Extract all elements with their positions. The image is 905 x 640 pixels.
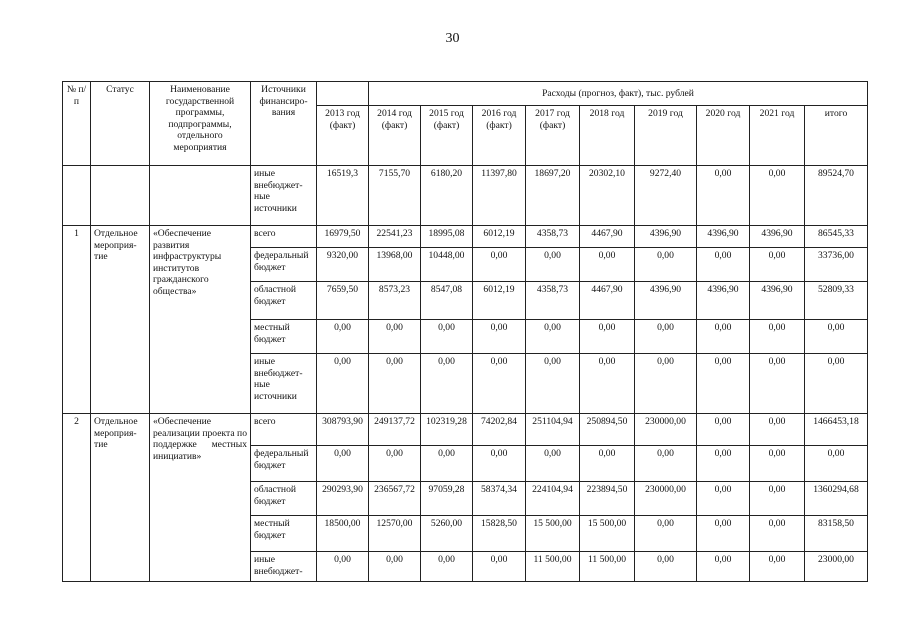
value-cell: 4396,90 [697,282,750,320]
value-cell: 11397,80 [473,166,526,226]
table-row [63,166,868,226]
value-cell: 10448,00 [421,248,473,282]
value-cell: 0,00 [369,354,421,414]
value-cell: 0,00 [805,354,868,414]
header-sources: Источники финансиро-вания [251,82,317,166]
source-label: областной бюджет [251,282,317,320]
value-cell: 230000,00 [635,414,697,446]
header-status: Статус [91,82,150,166]
value-cell: 0,00 [580,354,635,414]
value-cell: 8573,23 [369,282,421,320]
value-cell: 0,00 [317,446,369,482]
value-cell: 0,00 [750,516,805,552]
value-cell: 33736,00 [805,248,868,282]
value-cell: 0,00 [697,166,750,226]
value-cell: 0,00 [473,552,526,582]
value-cell: 0,00 [750,166,805,226]
value-cell: 58374,34 [473,482,526,516]
value-cell: 12570,00 [369,516,421,552]
value-cell: 0,00 [750,446,805,482]
value-cell: 0,00 [580,320,635,354]
value-cell: 8547,08 [421,282,473,320]
header-year: 2017 год (факт) [526,106,580,166]
source-label: иные внебюджет-ные источники [251,166,317,226]
value-cell: 18995,08 [421,226,473,248]
value-cell: 7659,50 [317,282,369,320]
value-cell: 0,00 [526,354,580,414]
value-cell: 223894,50 [580,482,635,516]
value-cell: 0,00 [697,446,750,482]
value-cell: 0,00 [750,354,805,414]
header-year: 2018 год [580,106,635,166]
header-year: 2014 год (факт) [369,106,421,166]
value-cell: 0,00 [526,248,580,282]
source-label: федеральный бюджет [251,446,317,482]
value-cell: 0,00 [635,320,697,354]
value-cell: 89524,70 [805,166,868,226]
value-cell: 4396,90 [635,282,697,320]
value-cell: 0,00 [317,320,369,354]
value-cell: 4396,90 [697,226,750,248]
row-name [150,166,251,226]
value-cell: 6180,20 [421,166,473,226]
value-cell: 0,00 [317,552,369,582]
value-cell: 83158,50 [805,516,868,552]
value-cell: 0,00 [473,354,526,414]
value-cell: 0,00 [526,446,580,482]
table-row [63,226,868,248]
value-cell: 102319,28 [421,414,473,446]
value-cell: 23000,00 [805,552,868,582]
value-cell: 74202,84 [473,414,526,446]
value-cell: 0,00 [473,320,526,354]
value-cell: 20302,10 [580,166,635,226]
row-name: «Обеспечение развития инфраструктуры институтов гражданского общества» [150,226,251,414]
page-number: 30 [445,31,460,46]
value-cell: 0,00 [697,248,750,282]
header-empty-cell [317,82,369,106]
value-cell: 0,00 [697,320,750,354]
source-label: иные внебюджет-ные источники [251,354,317,414]
value-cell: 9272,40 [635,166,697,226]
value-cell: 6012,19 [473,282,526,320]
value-cell: 4358,73 [526,282,580,320]
value-cell: 0,00 [697,552,750,582]
row-num [63,166,91,226]
value-cell: 0,00 [697,482,750,516]
value-cell: 18500,00 [317,516,369,552]
source-label: всего [251,414,317,446]
value-cell: 9320,00 [317,248,369,282]
value-cell: 0,00 [421,354,473,414]
value-cell: 0,00 [580,248,635,282]
value-cell: 11 500,00 [526,552,580,582]
value-cell: 1466453,18 [805,414,868,446]
value-cell: 0,00 [697,354,750,414]
budget-table [62,81,868,582]
value-cell: 0,00 [697,516,750,552]
value-cell: 0,00 [635,248,697,282]
value-cell: 7155,70 [369,166,421,226]
header-year: 2021 год [750,106,805,166]
value-cell: 52809,33 [805,282,868,320]
value-cell: 15 500,00 [526,516,580,552]
value-cell: 11 500,00 [580,552,635,582]
source-label: областной бюджет [251,482,317,516]
row-status: Отдельное мероприя-тие [91,226,150,414]
value-cell: 251104,94 [526,414,580,446]
header-name: Наименование государственной программы, подпрограммы, отдельного мероприятия [150,82,251,166]
value-cell: 0,00 [473,248,526,282]
header-expenses: Расходы (прогноз, факт), тыс. рублей [369,82,868,106]
value-cell: 0,00 [635,446,697,482]
source-label: местный бюджет [251,516,317,552]
value-cell: 290293,90 [317,482,369,516]
value-cell: 0,00 [750,552,805,582]
value-cell: 1360294,68 [805,482,868,516]
value-cell: 224104,94 [526,482,580,516]
table-row [63,414,868,446]
row-name: «Обеспечение реализации проекта по поддержке местных инициатив» [150,414,251,582]
value-cell: 0,00 [635,516,697,552]
value-cell: 15 500,00 [580,516,635,552]
row-num: 1 [63,226,91,414]
value-cell: 4358,73 [526,226,580,248]
value-cell: 0,00 [421,552,473,582]
value-cell: 0,00 [805,320,868,354]
row-num: 2 [63,414,91,582]
row-status: Отдельное мероприя-тие [91,414,150,582]
row-status [91,166,150,226]
value-cell: 0,00 [473,446,526,482]
value-cell: 5260,00 [421,516,473,552]
value-cell: 236567,72 [369,482,421,516]
value-cell: 0,00 [421,320,473,354]
value-cell: 250894,50 [580,414,635,446]
value-cell: 0,00 [750,248,805,282]
value-cell: 4467,90 [580,282,635,320]
value-cell: 0,00 [317,354,369,414]
header-num: № п/п [63,82,91,166]
value-cell: 230000,00 [635,482,697,516]
value-cell: 0,00 [421,446,473,482]
value-cell: 0,00 [526,320,580,354]
value-cell: 4396,90 [635,226,697,248]
value-cell: 0,00 [805,446,868,482]
value-cell: 22541,23 [369,226,421,248]
value-cell: 0,00 [635,552,697,582]
value-cell: 308793,90 [317,414,369,446]
value-cell: 6012,19 [473,226,526,248]
value-cell: 0,00 [750,320,805,354]
value-cell: 15828,50 [473,516,526,552]
source-label: федеральный бюджет [251,248,317,282]
value-cell: 0,00 [635,354,697,414]
header-year: 2015 год (факт) [421,106,473,166]
header-year: 2019 год [635,106,697,166]
value-cell: 4396,90 [750,226,805,248]
value-cell: 86545,33 [805,226,868,248]
value-cell: 97059,28 [421,482,473,516]
value-cell: 16979,50 [317,226,369,248]
value-cell: 18697,20 [526,166,580,226]
value-cell: 249137,72 [369,414,421,446]
value-cell: 0,00 [369,320,421,354]
value-cell: 16519,3 [317,166,369,226]
value-cell: 0,00 [369,552,421,582]
header-year: 2013 год (факт) [317,106,369,166]
value-cell: 0,00 [750,482,805,516]
value-cell: 0,00 [750,414,805,446]
value-cell: 4396,90 [750,282,805,320]
source-label: всего [251,226,317,248]
value-cell: 0,00 [369,446,421,482]
value-cell: 13968,00 [369,248,421,282]
source-label: иные внебюджет- [251,552,317,582]
source-label: местный бюджет [251,320,317,354]
value-cell: 0,00 [697,414,750,446]
header-total: итого [805,106,868,166]
value-cell: 0,00 [580,446,635,482]
header-year: 2016 год (факт) [473,106,526,166]
value-cell: 4467,90 [580,226,635,248]
header-year: 2020 год [697,106,750,166]
